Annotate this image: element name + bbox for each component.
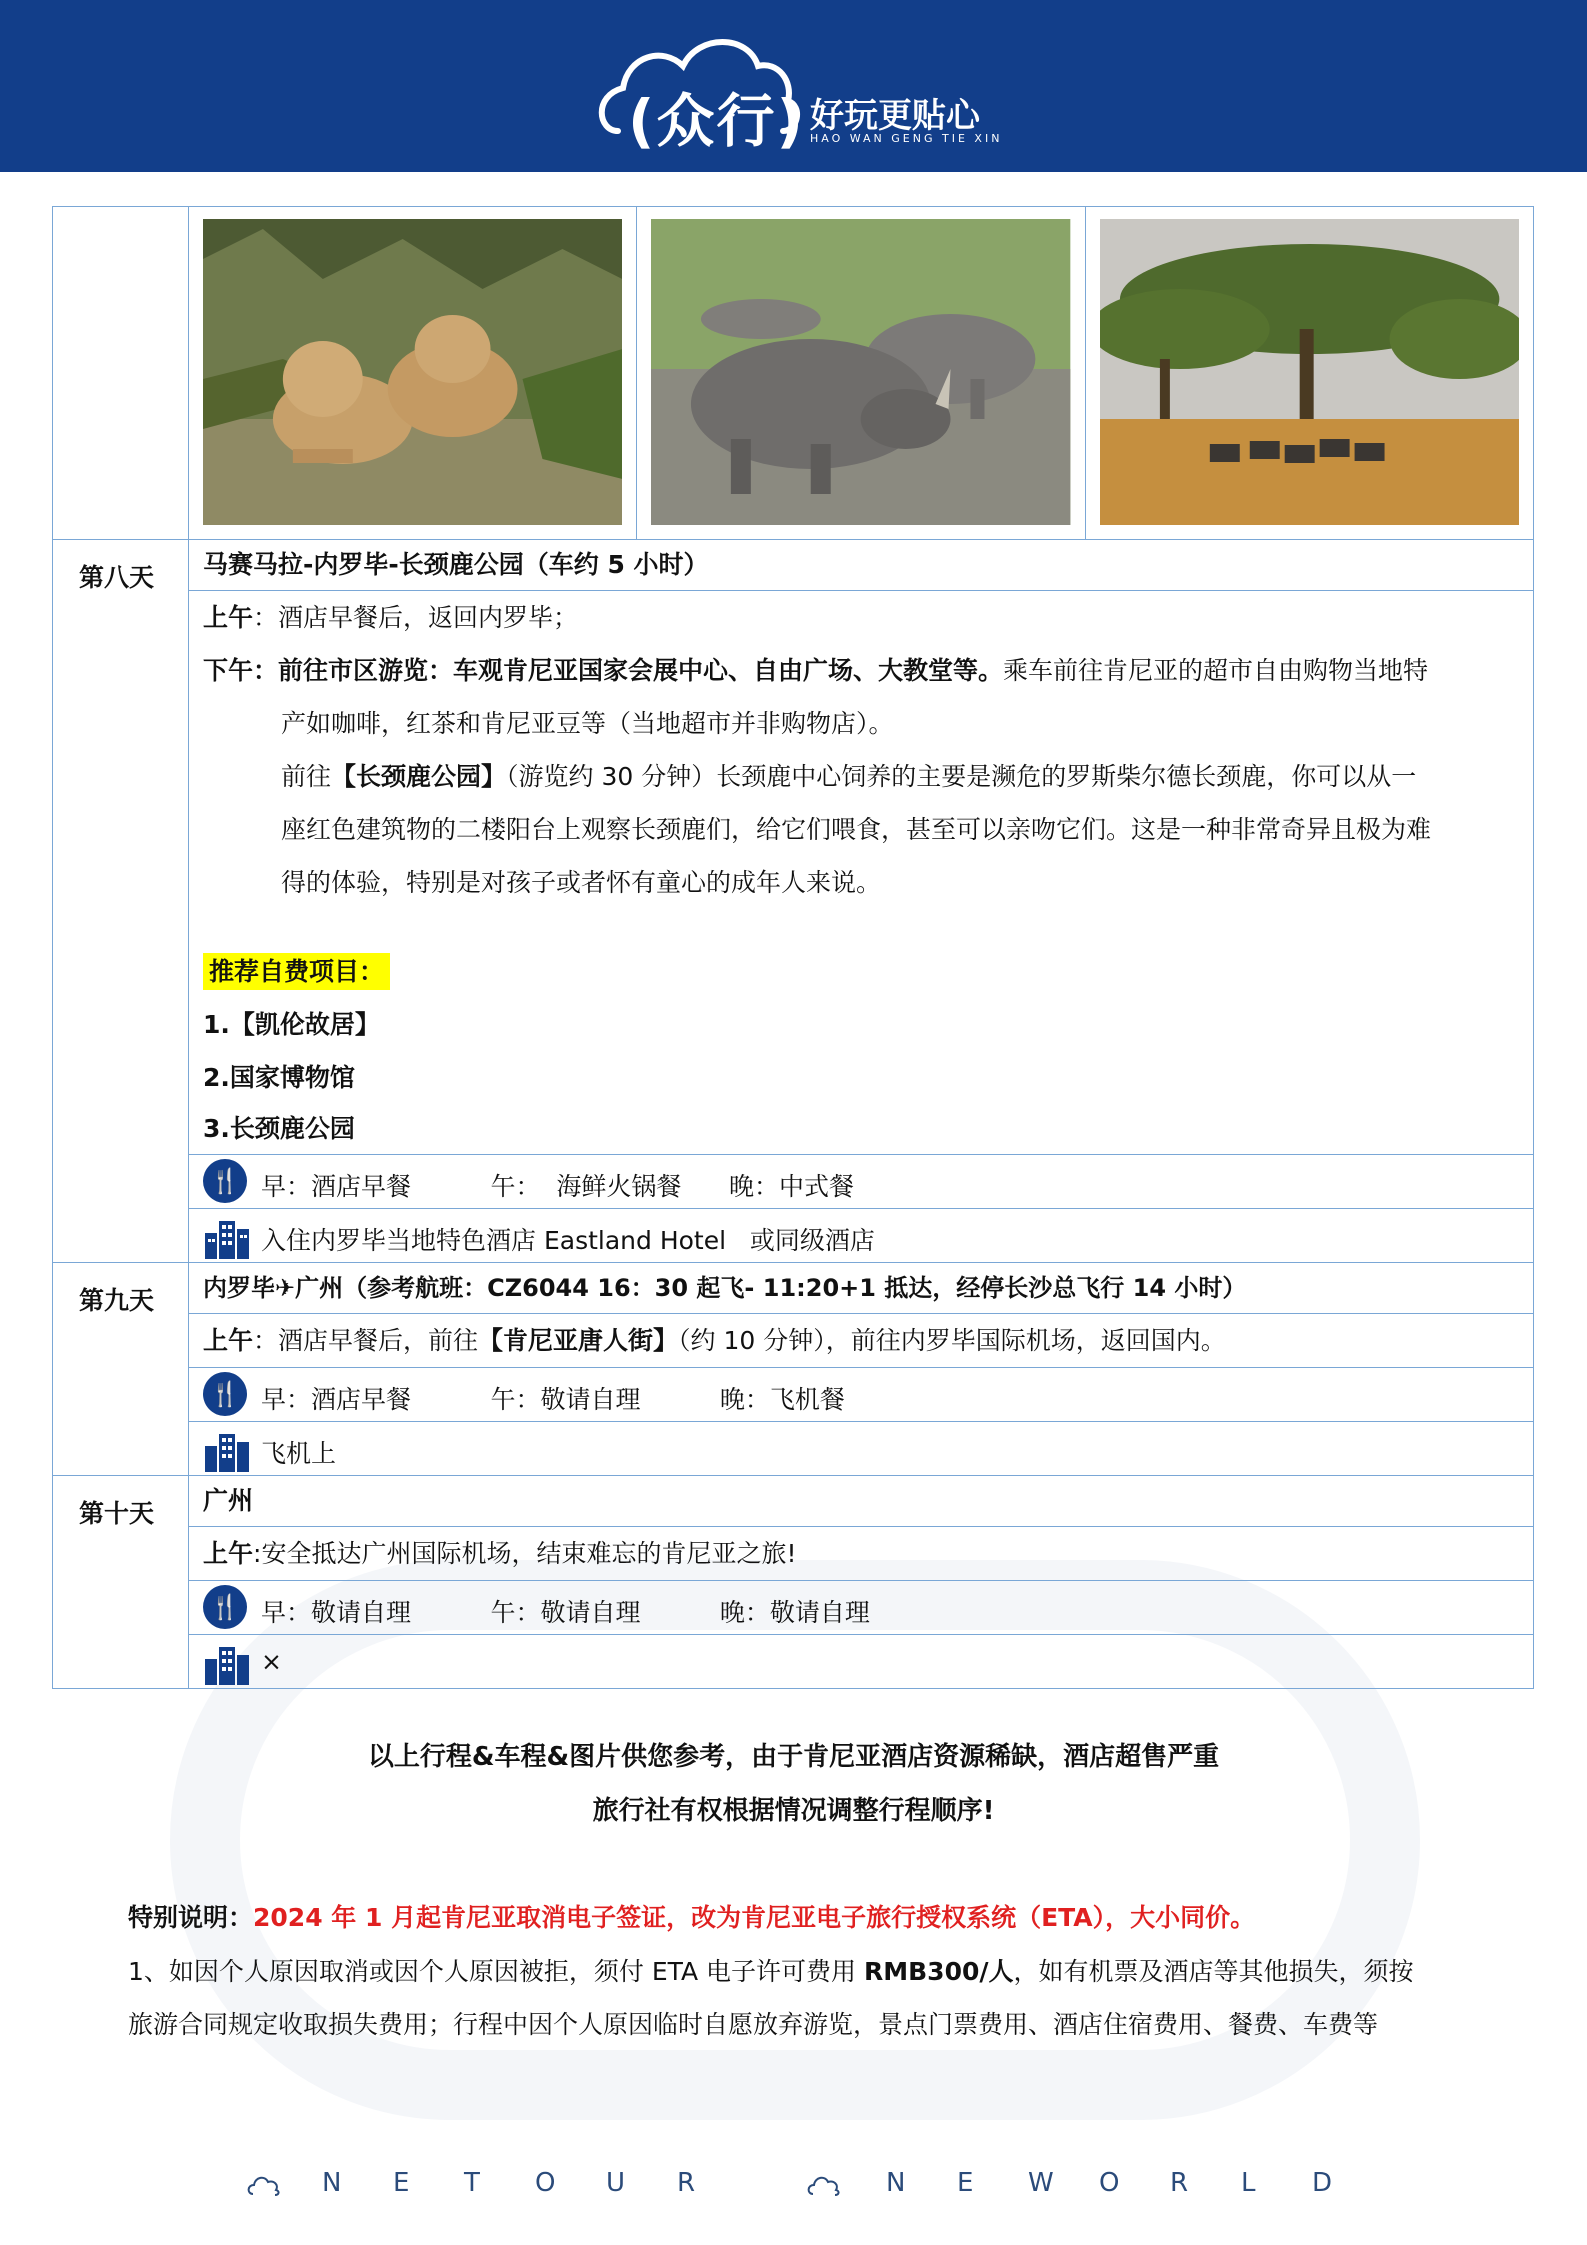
day10-title: 广州 — [189, 1476, 1533, 1527]
day10-label: 第十天 — [53, 1476, 189, 1689]
day8-row — [53, 540, 1534, 1263]
day8-meals: 🍴 早：酒店早餐 午： 海鲜火锅餐 晚：中式餐 — [189, 1154, 1533, 1208]
cloud-icon — [806, 2172, 842, 2198]
special-note-heading: 特别说明：2024 年 1 月起肯尼亚取消电子签证，改为肯尼亚电子旅行授权系统（ETA），大小同价。 — [128, 1903, 1256, 1932]
brand-logo — [588, 26, 1008, 156]
day9-label: 第九天 — [53, 1263, 189, 1476]
day8-afternoon-cont: 产如咖啡，红茶和肯尼亚豆等（当地超市并非购物店）。 — [281, 709, 894, 738]
itinerary-table — [52, 206, 1534, 1689]
notice-line-2: 旅行社有权根据情况调整行程顺序! — [592, 1796, 995, 1826]
day8-afternoon: 下午：前往市区游览：车观肯尼亚国家会展中心、自由广场、大教堂等。乘车前往肯尼亚的超市自由购物当地特 — [203, 656, 1429, 685]
photos-row — [53, 207, 1534, 540]
day9-meals: 🍴 早：酒店早餐 午：敬请自理 晚：飞机餐 — [189, 1367, 1533, 1421]
optional-item-1: 1.【凯伦故居】 — [203, 1010, 380, 1039]
day9-title: 内罗毕✈广州（参考航班：CZ6044 16：30 起飞- 11:20+1 抵达，经停长沙总飞行 14 小时） — [189, 1263, 1533, 1314]
utensils-icon: 🍴 — [203, 1372, 247, 1416]
day8-content — [189, 540, 1534, 1263]
day10-row — [53, 1476, 1534, 1689]
footer-neworld: N E W O R L D — [886, 2168, 1333, 2198]
day9-hotel: 飞机上 — [189, 1421, 1533, 1475]
hotel-building-icon — [203, 1641, 251, 1685]
day8-giraffe-3: 得的体验，特别是对孩子或者怀有童心的成年人来说。 — [281, 868, 882, 897]
day10-meals: 🍴 早：敬请自理 午：敬请自理 晚：敬请自理 — [189, 1580, 1533, 1634]
utensils-icon: 🍴 — [203, 1159, 247, 1203]
hotel-building-icon — [203, 1428, 251, 1472]
rhino-photo — [651, 219, 1070, 525]
logo-main-text: (众行) — [628, 87, 806, 155]
day9-row — [53, 1263, 1534, 1476]
optional-items-heading: 推荐自费项目： — [189, 945, 1533, 998]
lion-cubs-photo — [203, 219, 622, 525]
day10-content — [189, 1476, 1534, 1689]
utensils-icon: 🍴 — [203, 1585, 247, 1629]
wildebeest-acacia-photo — [1100, 219, 1519, 525]
day8-label: 第八天 — [53, 540, 189, 1263]
day10-hotel: × — [189, 1634, 1533, 1688]
special-note-line-1: 1、如因个人原因取消或因个人原因被拒，须付 ETA 电子许可费用 RMB300/人，如有机票及酒店等其他损失，须按 — [128, 1957, 1414, 1986]
special-note-line-2: 旅游合同规定收取损失费用；行程中因个人原因临时自愿放弃游览，景点门票费用、酒店住宿费用、餐费、车费等 — [128, 2010, 1379, 2039]
empty-day-cell — [53, 207, 189, 540]
day8-giraffe-1: 前往【长颈鹿公园】（游览约 30 分钟）长颈鹿中心饲养的主要是濒危的罗斯柴尔德长颈鹿，你可以从一 — [281, 762, 1417, 791]
optional-item-3: 3.长颈鹿公园 — [203, 1114, 355, 1143]
day8-giraffe-2: 座红色建筑物的二楼阳台上观察长颈鹿们，给它们喂食，甚至可以亲吻它们。这是一种非常奇异且极为难 — [281, 815, 1432, 844]
day9-content — [189, 1263, 1534, 1476]
day8-morning: 上午：酒店早餐后，返回内罗毕； — [203, 603, 579, 632]
photos-cell — [189, 207, 1534, 540]
logo-pinyin: HAO WAN GENG TIE XIN — [810, 132, 1003, 145]
header-banner — [0, 0, 1587, 172]
notice-line-1: 以上行程&车程&图片供您参考，由于肯尼亚酒店资源稀缺，酒店超售严重 — [367, 1742, 1220, 1772]
day8-hotel: 入住内罗毕当地特色酒店 Eastland Hotel 或同级酒店 — [189, 1208, 1533, 1262]
day9-morning: 上午：酒店早餐后，前往【肯尼亚唐人街】（约 10 分钟），前往内罗毕国际机场，返回国内。 — [203, 1326, 1226, 1355]
cloud-icon — [246, 2172, 282, 2198]
day10-morning: 上午:安全抵达广州国际机场，结束难忘的肯尼亚之旅! — [203, 1539, 797, 1568]
day8-title: 马赛马拉-内罗毕-长颈鹿公园（车约 5 小时） — [189, 540, 1533, 591]
footer-netour: N E T O U R — [322, 2168, 696, 2198]
hotel-building-icon — [203, 1215, 251, 1259]
logo-tagline: 好玩更贴心 — [810, 96, 980, 136]
optional-item-2: 2.国家博物馆 — [203, 1063, 355, 1092]
